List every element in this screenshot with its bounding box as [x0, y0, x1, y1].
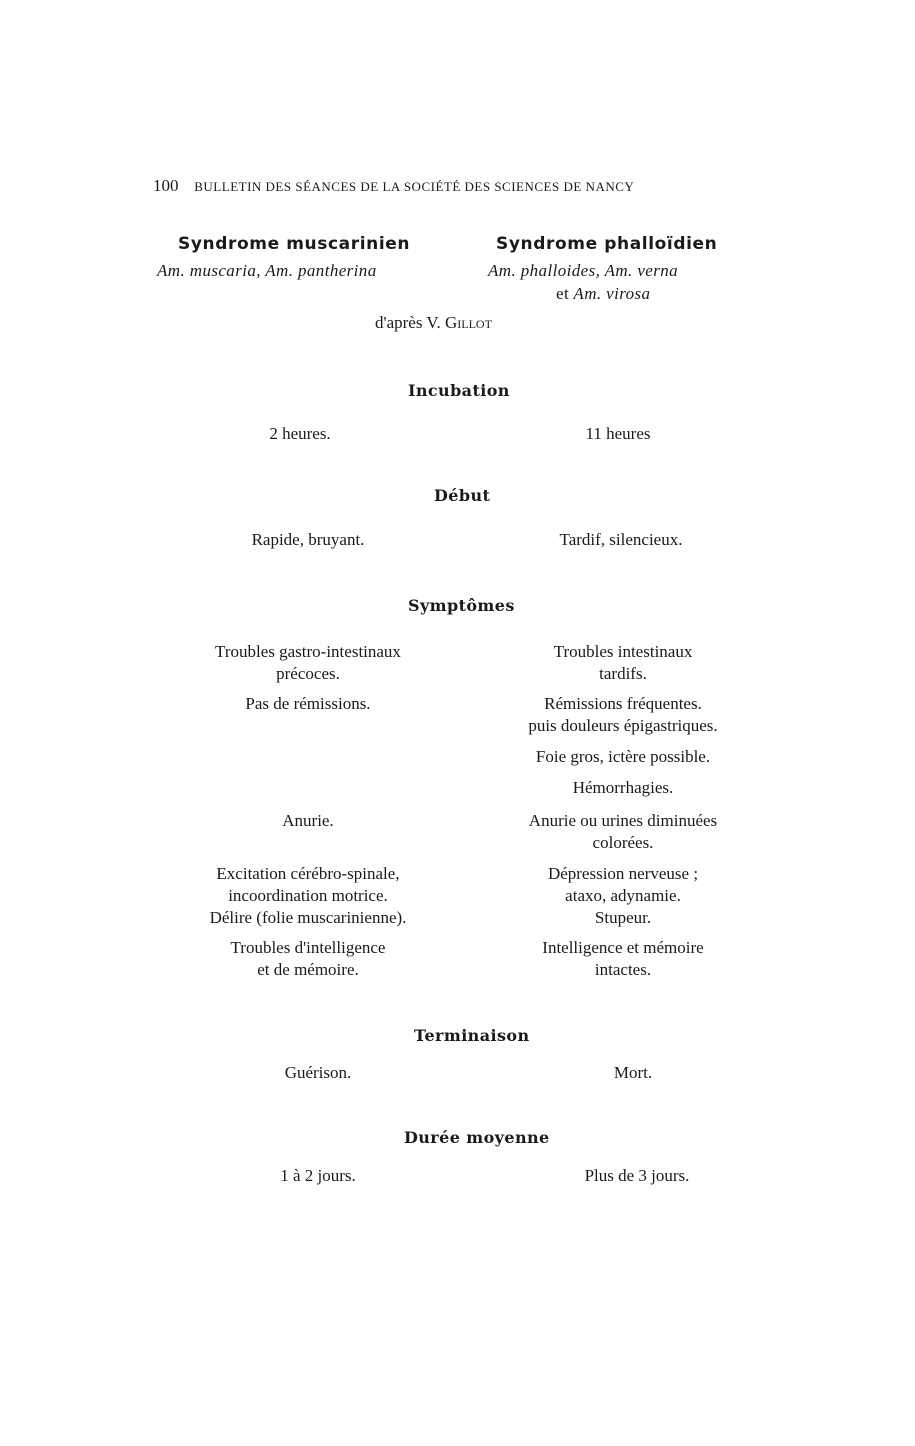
symptom-left-2: [158, 693, 458, 715]
symptom-line: Excitation cérébro-spinale,: [216, 864, 400, 883]
symptom-line: Hémorrhagies.: [572, 778, 674, 797]
right-species-line1: Am. phalloides, Am. verna: [488, 261, 679, 280]
running-title: BULLETIN DES SÉANCES DE LA SOCIÉTÉ DES SCIENCES DE NANCY: [194, 179, 635, 194]
symptom-right-2: [478, 693, 768, 737]
symptom-line: colorées.: [592, 833, 654, 852]
page-number: 100: [153, 176, 179, 195]
credit-prefix: d'après V.: [375, 313, 441, 332]
right-species-line2: [556, 284, 650, 304]
left-syndrome-title: Syndrome muscarinien: [178, 234, 411, 254]
symptom-line: Délire (folie muscarinienne).: [209, 908, 407, 927]
symptom-line: Troubles intestinaux: [553, 642, 693, 661]
symptom-line: ataxo, adynamie.: [565, 886, 681, 905]
debut-left: Rapide, bruyant.: [251, 530, 365, 549]
section-symptomes-title: Symptômes: [408, 596, 515, 615]
section-terminaison-title: Terminaison: [414, 1026, 530, 1045]
symptom-right-3: [478, 746, 768, 768]
credit-author: Gillot: [444, 313, 492, 332]
symptom-line: puis douleurs épigastriques.: [528, 716, 718, 735]
duree-left: 1 à 2 jours.: [280, 1166, 356, 1185]
symptom-right-5: [478, 810, 768, 854]
symptom-left-6: [158, 863, 458, 929]
symptom-left-1: [158, 641, 458, 685]
symptom-line: tardifs.: [599, 664, 647, 683]
symptom-line: Anurie.: [282, 811, 334, 830]
symptom-right-1: [478, 641, 768, 685]
symptom-line: Troubles gastro-intestinaux: [215, 642, 401, 661]
symptom-line: Rémissions fréquentes.: [544, 694, 702, 713]
left-species: Am. muscaria, Am. pantherina: [157, 261, 377, 280]
section-incubation-title: Incubation: [408, 381, 510, 400]
symptom-line: Anurie ou urines diminuées: [528, 811, 718, 830]
symptom-right-7: [478, 937, 768, 981]
symptom-line: Troubles d'intelligence: [230, 938, 386, 957]
symptom-right-6: [478, 863, 768, 929]
incubation-left: 2 heures.: [269, 424, 331, 443]
running-header: [153, 176, 773, 196]
debut-right: Tardif, silencieux.: [559, 530, 683, 549]
symptom-line: incoordination motrice.: [228, 886, 388, 905]
species-conjunction: et: [556, 284, 570, 303]
duree-right: Plus de 3 jours.: [584, 1166, 690, 1185]
symptom-line: Intelligence et mémoire: [542, 938, 704, 957]
section-duree-title: Durée moyenne: [404, 1128, 550, 1147]
symptom-line: précoces.: [276, 664, 340, 683]
terminaison-left: Guérison.: [284, 1063, 352, 1082]
symptom-line: Stupeur.: [594, 908, 652, 927]
source-credit: [375, 313, 492, 333]
incubation-right: 11 heures: [585, 424, 651, 443]
symptom-line: intactes.: [594, 960, 652, 979]
symptom-right-4: [478, 777, 768, 799]
symptom-left-5: [158, 810, 458, 832]
symptom-line: Foie gros, ictère possible.: [535, 747, 711, 766]
species-name: Am. virosa: [573, 284, 651, 303]
symptom-left-7: [158, 937, 458, 981]
symptom-line: et de mémoire.: [257, 960, 359, 979]
symptom-line: Pas de rémissions.: [245, 694, 371, 713]
symptom-line: Dépression nerveuse ;: [547, 864, 699, 883]
right-syndrome-title: Syndrome phalloïdien: [496, 234, 718, 254]
terminaison-right: Mort.: [613, 1063, 653, 1082]
section-debut-title: Début: [434, 486, 491, 505]
